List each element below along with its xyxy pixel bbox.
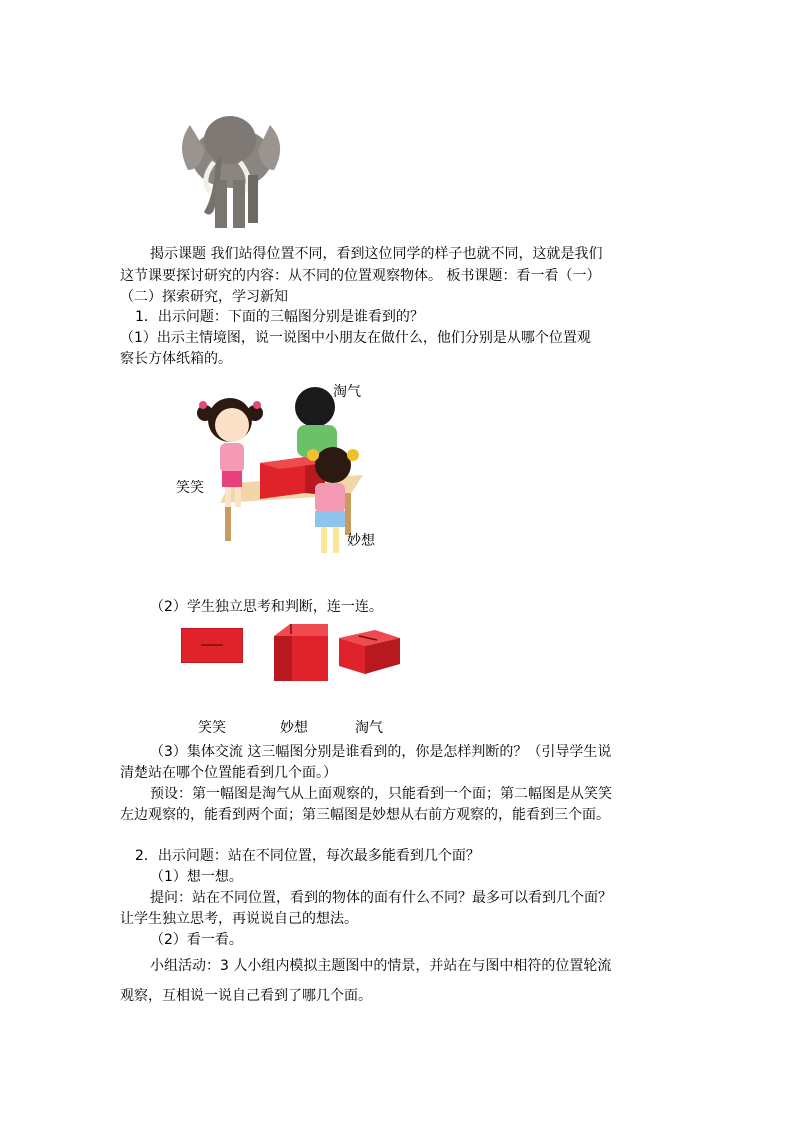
label-miaoxiang: 妙想 (347, 533, 375, 549)
section-heading: （二）探索研究，学习新知 (120, 289, 288, 305)
step-3-line-2: 清楚站在哪个位置能看到几个面。） (120, 765, 337, 781)
preset-line-2: 左边观察的，能看到两个面；第三幅图是妙想从右前方观察的，能看到三个面。 (120, 807, 610, 823)
look-step: （2）看一看。 (150, 932, 243, 948)
box-view-corner (337, 624, 402, 676)
group-line-2: 观察，互相说一说自己看到了哪几个面。 (120, 988, 372, 1004)
step-1-line-1: （1）出示主情境图，说一说图中小朋友在做什么，他们分别是从哪个位置观 (120, 330, 591, 346)
step-2: （2）学生独立思考和判断，连一连。 (150, 599, 383, 615)
intro-line-1: 揭示课题 我们站得位置不同，看到这位同学的样子也就不同，这就是我们 (150, 246, 603, 262)
answer-label-3: 淘气 (355, 720, 383, 736)
ask-line-2: 让学生独立思考，再说说自己的想法。 (120, 911, 358, 927)
label-taoqi: 淘气 (333, 384, 361, 400)
answer-label-2: 妙想 (280, 720, 308, 736)
box-view-top (181, 628, 243, 663)
step-1-line-2: 察长方体纸箱的。 (120, 351, 232, 367)
intro-line-2: 这节课要探讨研究的内容：从不同的位置观察物体。 板书课题：看一看（一） (120, 268, 601, 284)
label-xiaoxiao: 笑笑 (176, 480, 204, 496)
elephant-image (170, 100, 290, 235)
answer-label-1: 笑笑 (198, 720, 226, 736)
group-line-1: 小组活动：3 人小组内模拟主题图中的情景，并站在与图中相符的位置轮流 (150, 958, 612, 974)
question-2: 2．出示问题：站在不同位置，每次最多能看到几个面？ (135, 848, 480, 864)
ask-line-1: 提问：站在不同位置，看到的物体的面有什么不同？最多可以看到几个面？ (150, 890, 612, 906)
step-3-line-1: （3）集体交流 这三幅图分别是谁看到的，你是怎样判断的？（引导学生说 (150, 744, 612, 760)
box-view-side (272, 622, 330, 682)
preset-line-1: 预设：第一幅图是淘气从上面观察的，只能看到一个面；第二幅图是从笑笑 (150, 786, 612, 802)
question-1: 1．出示问题：下面的三幅图分别是谁看到的？ (135, 309, 424, 325)
think-step: （1）想一想。 (150, 869, 243, 885)
